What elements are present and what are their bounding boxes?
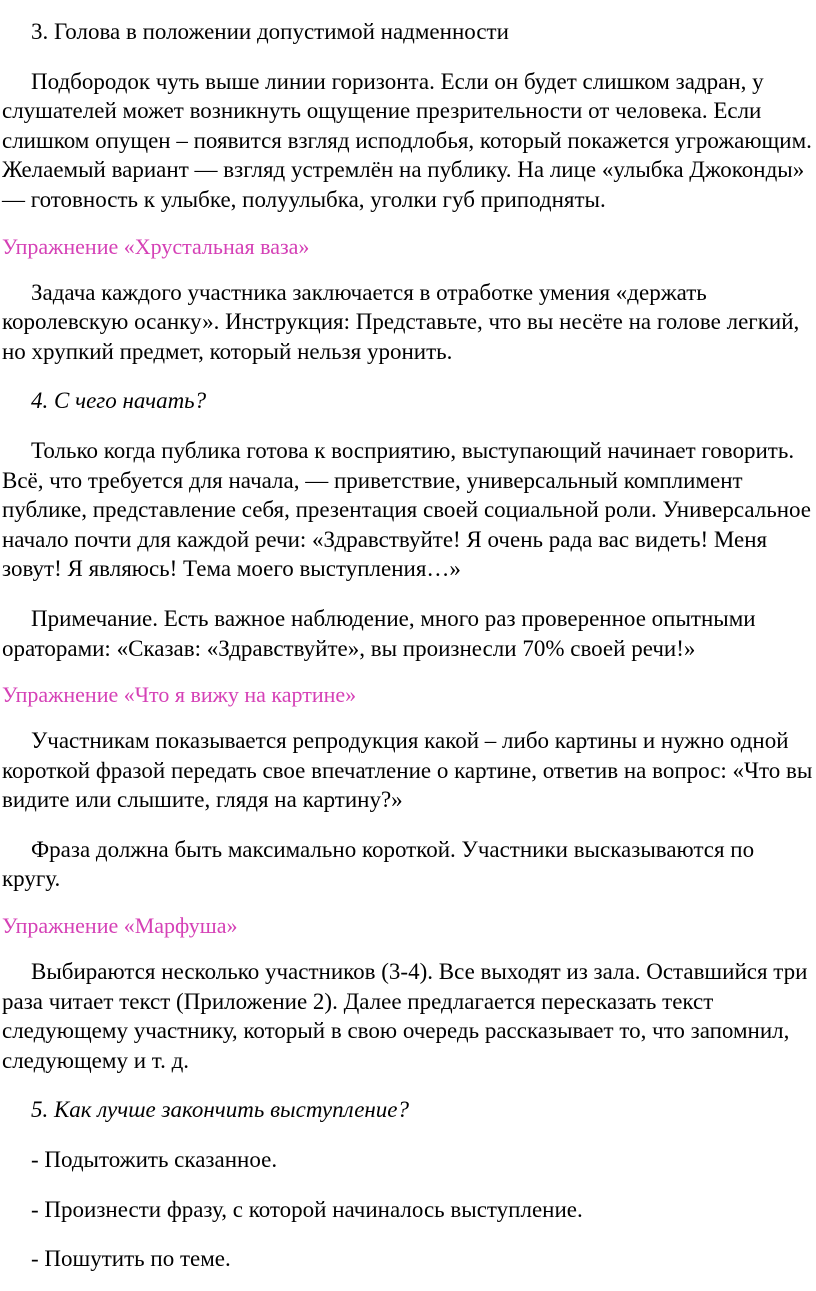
exercise-painting-paragraph-2: Фраза должна быть максимально короткой. Участники высказываются по кругу.	[2, 836, 755, 892]
exercise-marfusha-heading: Упражнение «Марфуша»	[2, 913, 238, 939]
section-4-paragraph: Только когда публика готова к восприятию, выступающий начинает говорить. Всё, что требуется для начала, — приветствие, универсальный комплимент публике, представление себя, презентация своей социальной роли. Универсальное начало почти для каждой речи: «Здравствуйте! Я очень рада вас видеть! Меня зовут! Я являюсь! Тема моего выступления…»	[2, 437, 811, 582]
section-5-title: 5. Как лучше закончить выступление?	[31, 1097, 410, 1123]
list-item: - Пошутить по теме.	[31, 1246, 231, 1272]
exercise-crystal-vase-heading: Упражнение «Хрустальная ваза»	[2, 233, 310, 259]
exercise-crystal-vase-paragraph: Задача каждого участника заключается в отработке умения «держать королевскую осанку». Инструкция: Представьте, что вы несёте на голове легкий, но хрупкий предмет, который нельзя уронить.	[2, 279, 800, 364]
exercise-marfusha-paragraph: Выбираются несколько участников (3-4). Все выходят из зала. Оставшийся три раза читает текст (Приложение 2). Далее предлагается пересказать текст следующему участнику, который в свою очередь рассказывает то, что запомнил, следующему и т. д.	[2, 959, 808, 1073]
exercise-painting-paragraph-1: Участникам показывается репродукция какой – либо картины и нужно одной короткой фразой передать свое впечатление о картине, ответив на вопрос: «Что вы видите или слышите, глядя на картину?»	[2, 728, 813, 813]
section-4-title: 4. С чего начать?	[31, 388, 207, 414]
section-3-title: 3. Голова в положении допустимой надменности	[31, 19, 509, 44]
section-3-paragraph: Подбородок чуть выше линии горизонта. Если он будет слишком задран, у слушателей может возникнуть ощущение презрительности от человека. Если слишком опущен – появится взгляд исподлобья, который покажется угрожающим. Желаемый вариант — взгляд устремлён на публику. На лице «улыбка Джоконды» — готовность к улыбке, полуулыбка, уголки губ приподняты.	[2, 68, 812, 212]
list-item: - Подытожить сказанное.	[31, 1147, 278, 1173]
section-4-note: Примечание. Есть важное наблюдение, много раз проверенное опытными ораторами: «Сказав: «Здравствуйте», вы произнесли 70% своей речи!»	[2, 605, 756, 661]
exercise-painting-heading: Упражнение «Что я вижу на картине»	[2, 682, 357, 708]
list-item: - Произнести фразу, с которой начиналось выступление.	[31, 1196, 583, 1222]
